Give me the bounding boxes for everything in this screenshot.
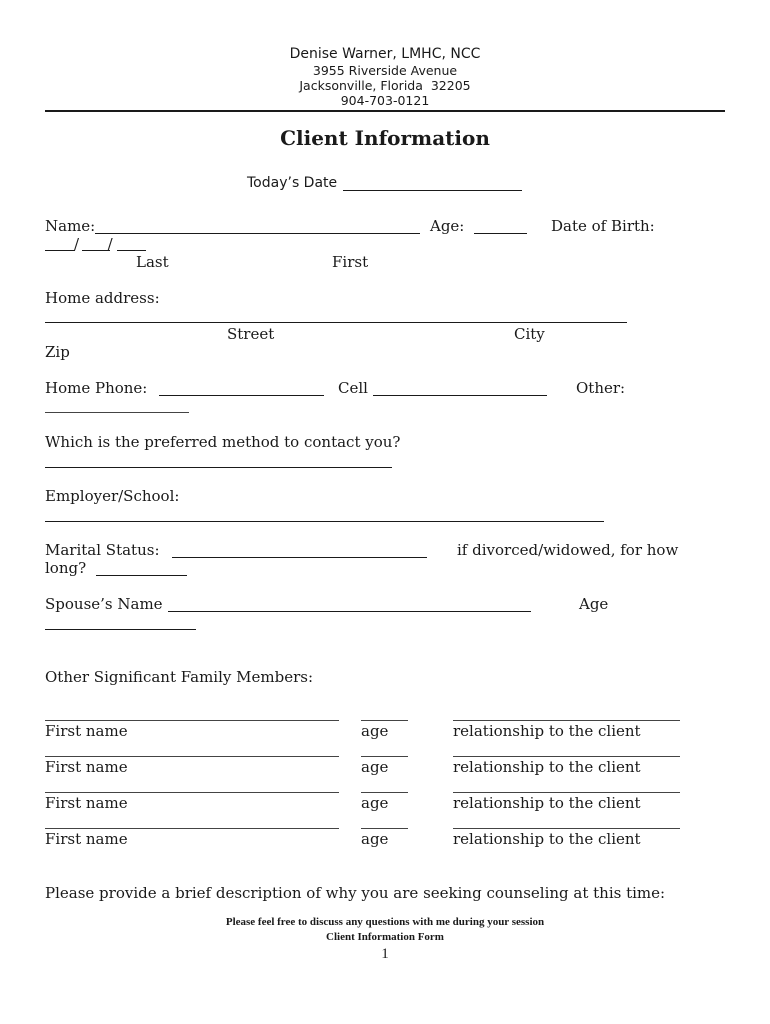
page-number: 1 (381, 946, 389, 962)
spouse-age-field[interactable] (45, 629, 196, 630)
family-relationship-caption: relationship to the client (453, 722, 641, 740)
family-age-caption: age (361, 722, 389, 740)
home-address-label: Home address: (45, 289, 160, 307)
family-relationship-field[interactable] (453, 828, 680, 829)
family-relationship-field[interactable] (453, 720, 680, 721)
practitioner-city: Jacksonville, Florida 32205 (299, 78, 471, 93)
last-name-caption: Last (136, 253, 169, 271)
footer-form-name: Client Information Form (326, 931, 444, 943)
reason-for-counseling-label: Please provide a brief description of why you are seeking counseling at this time: (45, 884, 666, 902)
first-name-caption: First (332, 253, 369, 271)
home-phone-field[interactable] (159, 395, 324, 396)
family-age-field[interactable] (361, 720, 408, 721)
todays-date-field[interactable] (343, 190, 522, 191)
family-first-name-caption: First name (45, 722, 128, 740)
other-phone-field[interactable] (45, 412, 189, 413)
family-relationship-caption: relationship to the client (453, 794, 641, 812)
family-age-caption: age (361, 830, 389, 848)
dob-slashes: / / (74, 235, 113, 253)
employer-label: Employer/School: (45, 487, 180, 505)
family-relationship-field[interactable] (453, 792, 680, 793)
marital-status-field[interactable] (172, 557, 427, 558)
family-members-label: Other Significant Family Members: (45, 668, 313, 686)
form-title: Client Information (280, 126, 490, 150)
dob-label: Date of Birth: (551, 217, 655, 235)
family-age-caption: age (361, 758, 389, 776)
family-relationship-caption: relationship to the client (453, 758, 641, 776)
how-long-label: long? (45, 559, 87, 577)
name-field[interactable] (95, 233, 420, 234)
practitioner-street: 3955 Riverside Avenue (312, 63, 458, 78)
practitioner-name: Denise Warner, LMHC, NCC (289, 46, 481, 62)
family-age-field[interactable] (361, 792, 408, 793)
age-field[interactable] (474, 233, 527, 234)
todays-date-label: Today’s Date (247, 175, 338, 191)
how-long-field[interactable] (96, 575, 187, 576)
family-first-name-caption: First name (45, 794, 128, 812)
family-first-name-field[interactable] (45, 828, 339, 829)
family-age-caption: age (361, 794, 389, 812)
cell-label: Cell (338, 379, 368, 397)
city-caption: City (514, 325, 545, 343)
dob-month-field[interactable] (45, 250, 75, 251)
family-first-name-field[interactable] (45, 720, 339, 721)
zip-caption: Zip (45, 343, 70, 361)
cell-field[interactable] (373, 395, 547, 396)
spouse-name-label: Spouse’s Name (45, 595, 163, 613)
preferred-contact-label: Which is the preferred method to contact you? (45, 433, 401, 451)
spouse-name-field[interactable] (168, 611, 531, 612)
preferred-contact-field[interactable] (45, 467, 392, 468)
spouse-age-label: Age (579, 595, 609, 613)
dob-year-field[interactable] (117, 250, 146, 251)
marital-status-label: Marital Status: (45, 541, 160, 559)
family-first-name-field[interactable] (45, 756, 339, 757)
practitioner-phone: 904-703-0121 (340, 93, 430, 108)
age-label: Age: (430, 217, 465, 235)
family-relationship-caption: relationship to the client (453, 830, 641, 848)
employer-field[interactable] (45, 521, 604, 522)
home-address-field[interactable] (45, 322, 627, 323)
family-first-name-field[interactable] (45, 792, 339, 793)
family-age-field[interactable] (361, 828, 408, 829)
family-first-name-caption: First name (45, 758, 128, 776)
footer-note: Please feel free to discuss any questions with me during your session (225, 916, 545, 928)
home-phone-label: Home Phone: (45, 379, 148, 397)
divorced-widowed-label: if divorced/widowed, for how (457, 541, 679, 559)
street-caption: Street (227, 325, 275, 343)
family-age-field[interactable] (361, 756, 408, 757)
header-rule (45, 110, 725, 112)
family-first-name-caption: First name (45, 830, 128, 848)
name-label: Name: (45, 217, 96, 235)
family-relationship-field[interactable] (453, 756, 680, 757)
other-phone-label: Other: (576, 379, 626, 397)
